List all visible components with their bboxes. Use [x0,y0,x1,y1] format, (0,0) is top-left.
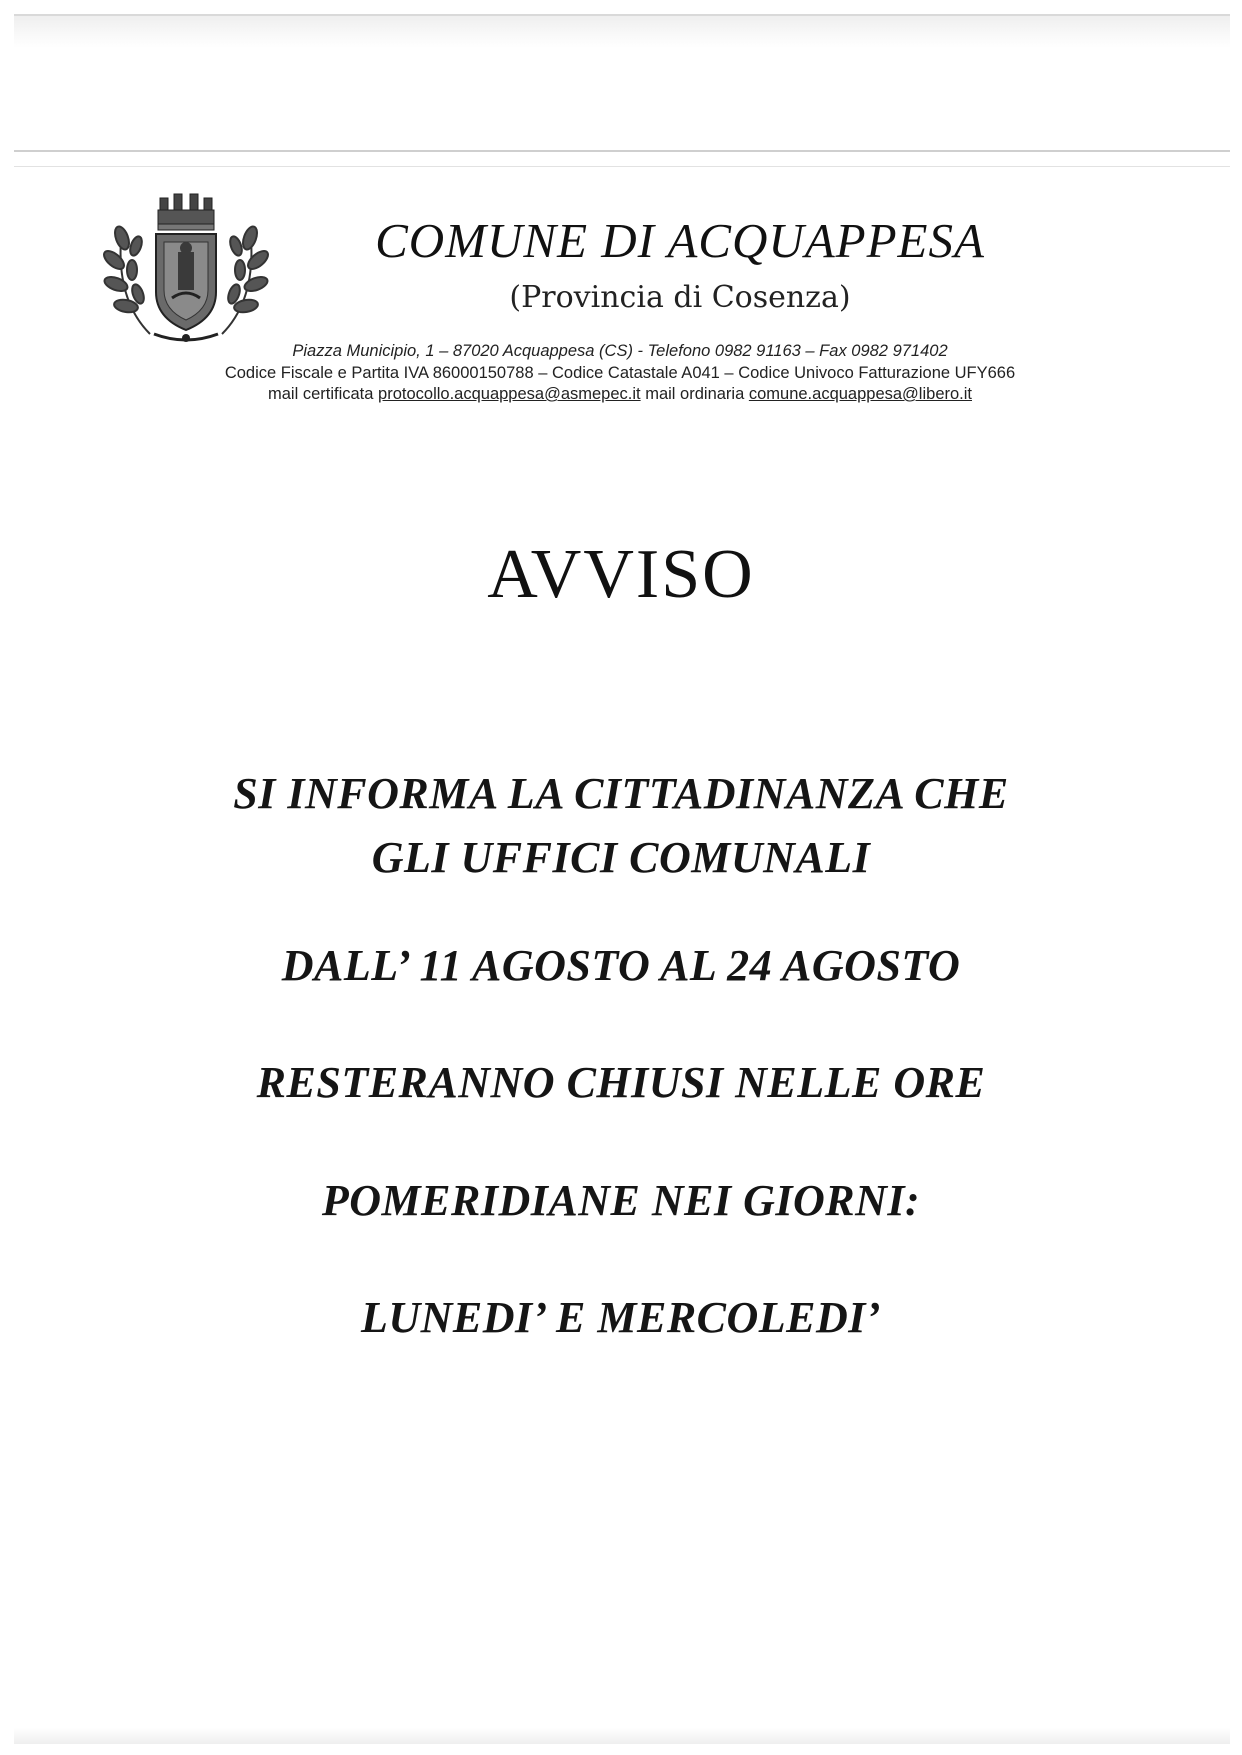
notice-line: SI INFORMA LA CITTADINANZA CHE [233,769,1009,818]
province-name: (Provincia di Cosenza) [509,280,851,315]
scan-shadow-bottom [14,1728,1230,1744]
notice-line: POMERIDIANE NEI GIORNI: [321,1176,921,1225]
header-rule [14,150,1230,152]
pec-email-link[interactable]: protocollo.acquappesa@asmepec.it [378,385,641,403]
mail-label: mail ordinaria [645,385,745,403]
scan-shadow-top [14,14,1230,48]
notice-line: GLI UFFICI COMUNALI [371,833,871,882]
notice-line: DALL’ 11 AGOSTO AL 24 AGOSTO [281,941,961,990]
pec-label: mail certificata [268,385,374,403]
top-rule [14,14,1230,16]
notice-line: LUNEDI’ E MERCOLEDI’ [360,1293,882,1342]
fiscal-codes-line: Codice Fiscale e Partita IVA 86000150788 – Codice Catastale A041 – Codice Univoco Fatturazione UFY666 [224,364,1016,382]
header-rule-thin [14,166,1230,167]
municipality-name: COMUNE DI ACQUAPPESA [375,213,985,268]
municipal-coat-of-arms-icon [100,188,272,348]
notice-title: AVVISO [487,536,755,613]
email-line [100,385,1140,404]
mail-email-link[interactable]: comune.acquappesa@libero.it [748,385,972,403]
notice-line: RESTERANNO CHIUSI NELLE ORE [256,1058,986,1107]
address-line: Piazza Municipio, 1 – 87020 Acquappesa (CS) - Telefono 0982 91163 – Fax 0982 971402 [292,342,948,360]
